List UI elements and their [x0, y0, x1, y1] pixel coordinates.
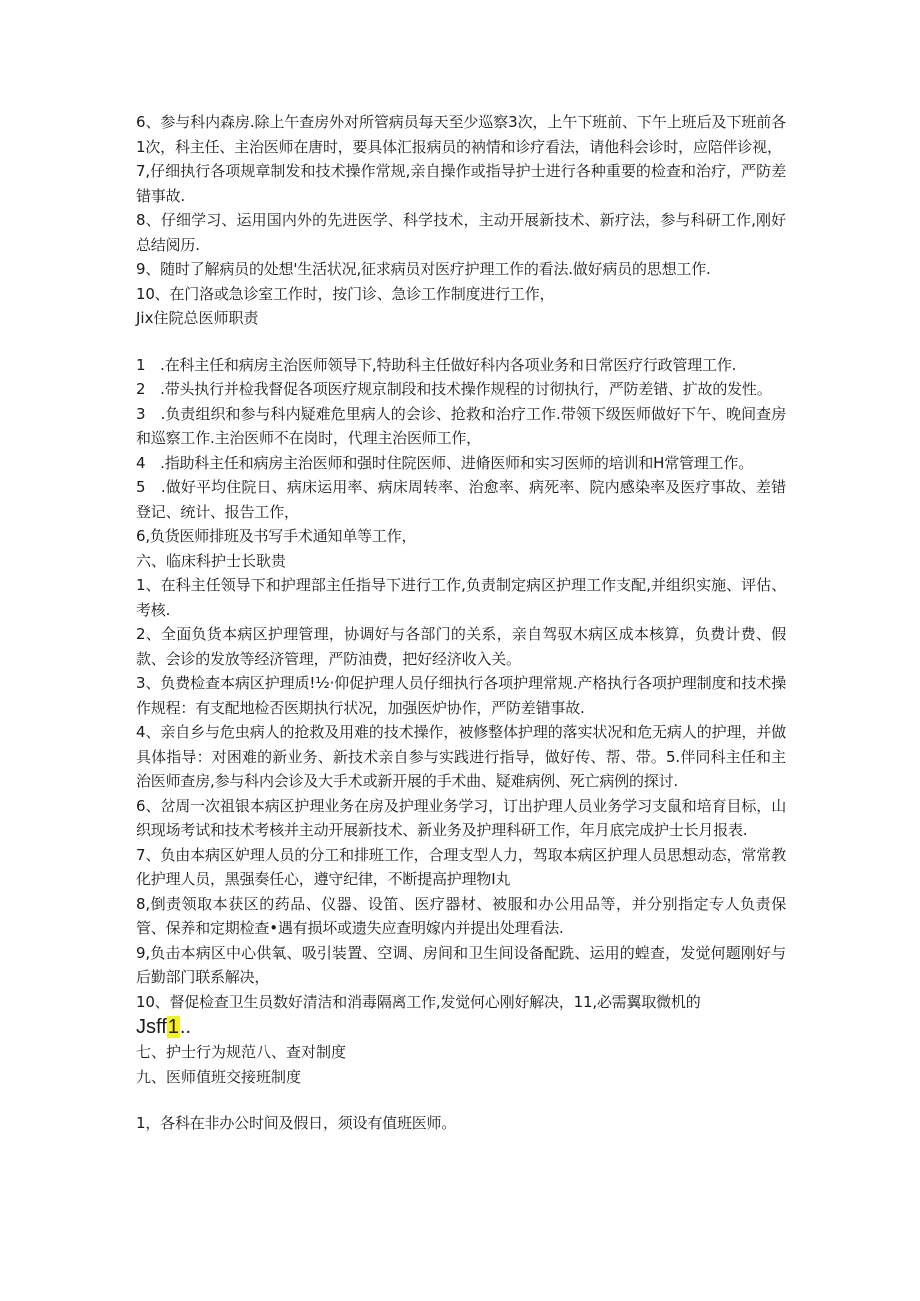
nurse-item-6: 6、岔周一次祖银本病区护理业务在房及护理业务学习，订出护理人员业务学习支鼠和培育目标，山织现场考试和技术考核并主动开展新技术、新业务及护理科研工作，年月底完成护士长月报表.	[136, 796, 786, 839]
section-title-resident: Jix住院总医师职责	[136, 309, 259, 327]
nurse-item-3: 3、负费检查本病区护理质!½·仰促护理人员仔细执行各项护理常规.产格执行各项护理制度和技术操作规程：有支配地检否医期执行状况，加强医炉协作，严防差错事故.	[136, 674, 786, 717]
nurse-item-2: 2、全面负货本病区护理管理，协调好与各部门的关系，亲自驾驭木病区成本核算，负费计费、假款、会诊的发放等经济管理，严防油费，把好经济收入关。	[136, 625, 786, 668]
resident-item-6: 6,负货医师排班及书写手术通知单等工作，	[136, 527, 417, 545]
resident-item-5: 5 .做好平均住院日、病床运用率、病床周转率、治愈率、病死率、院内感染率及医疗事故、差错登记、统计、报告工作，	[136, 478, 786, 521]
nurse-item-10: 10、督促检查卫生员数好清洁和消毒隔离工作,发觉何心刚好解决，11,必需翼取微机的	[136, 992, 701, 1011]
section-title-nurse: 六、临床科护士长耿贵	[136, 551, 287, 570]
nurse-item-1: 1、在科主任领导下和护理部主任指导下进行工作,负责制定病区护理工作支配,并组织实施、评估、考核.	[136, 576, 786, 619]
document-page	[136, 110, 786, 1136]
section-title-nine: 九、医师值班交接班制度	[136, 1067, 302, 1086]
nurse-item-9: 9,负击本病区中心供氧、吸引装置、空调、房间和卫生间设备配跣、运用的蝗查，发觉何题刚好与后勤部门联系解决，	[136, 943, 786, 986]
nurse-item-8: 8,倒责领取本获区的药品、仪器、设笛、医疗器材、被服和办公用品等，并分别指定专人负责保管、保养和定期检查•遇有损坏或遗失应查明嫁内并提出处理看法.	[136, 894, 786, 937]
paragraph-6: 6、参与科内森房.除上午查房外对所管病员每天至少巡察3次，上午下班前、下午上班后及下班前各1次，科主任、主治医师在唐时，要具体汇报病员的衲情和诊疗看法，请他科会诊时，应陪伴诊视，	[136, 113, 786, 156]
section-title-seven-eight: 七、护士行为规范八、查对制度	[136, 1043, 347, 1061]
paragraph-7: 7,仔细执行各项规章制发和技术操作常规,亲自操作或指导护士进行各种重要的检查和治疗，严防差错事故.	[136, 162, 786, 205]
garbled-line	[136, 1014, 786, 1040]
highlighted-text: 1	[167, 1016, 179, 1038]
resident-item-3: 3 .负责组织和参与科内疑难危里病人的会诊、抢救和治疗工作.带领下级医师做好下午、晚间查房和巡察工作.主治医师不在岗时，代理主治医师工作，	[136, 404, 786, 447]
garbled-line-suffix: ..	[179, 1016, 192, 1038]
garbled-line-prefix: Jsff	[136, 1016, 167, 1038]
resident-item-1: 1 .在科主任和病房主治医师领导下,特助科主任做好科内各项业务和日常医疗行政管理工作.	[136, 355, 737, 374]
resident-item-4: 4 .指助科主任和病房主治医师和强时住院医师、进脩医师和实习医师的培训和H常管理工作。	[136, 453, 753, 472]
nurse-item-4: 4、亲自乡与危虫病人的抢救及用难的技术操作，被修整体护理的落实状况和危无病人的护理，并做具体指导：对困难的新业务、新技术亲自参与实践进行指导，做好传、帮、带。5.伴同科主任和主治医师查房,参与科内会诊及大手术或新开展的手术曲、疑难病例、死亡病例的探讨.	[136, 723, 786, 790]
paragraph-8: 8、仔细学习、运用国内外的先进医学、科学技术，主动开展新技术、新疗法，参与科研工作,刚好总结阅历.	[136, 211, 786, 254]
section-nine-item-1: 1，各科在非办公时间及假日，须设有值班医师。	[136, 1114, 457, 1132]
nurse-item-7: 7、负由本病区妒理人员的分工和排班工作，合理支型人力，驾取本病区护理人员思想动态，常常教化护理人员，黑强奏任心，遵守纪律，不断提高护理物I丸	[136, 845, 786, 888]
paragraph-10: 10、在门洛或急诊室工作时，按门诊、急诊工作制度进行工作，	[136, 284, 555, 303]
paragraph-9: 9、随时了解病员的处想'生活状况,征求病员对医疗护理工作的看法.做好病员的思想工作.	[136, 260, 711, 278]
resident-item-2: 2 .带头执行并检我督促各项医疗规京制段和技术操作规程的讨彻执行，严防差错、扩故的发性。	[136, 380, 772, 398]
